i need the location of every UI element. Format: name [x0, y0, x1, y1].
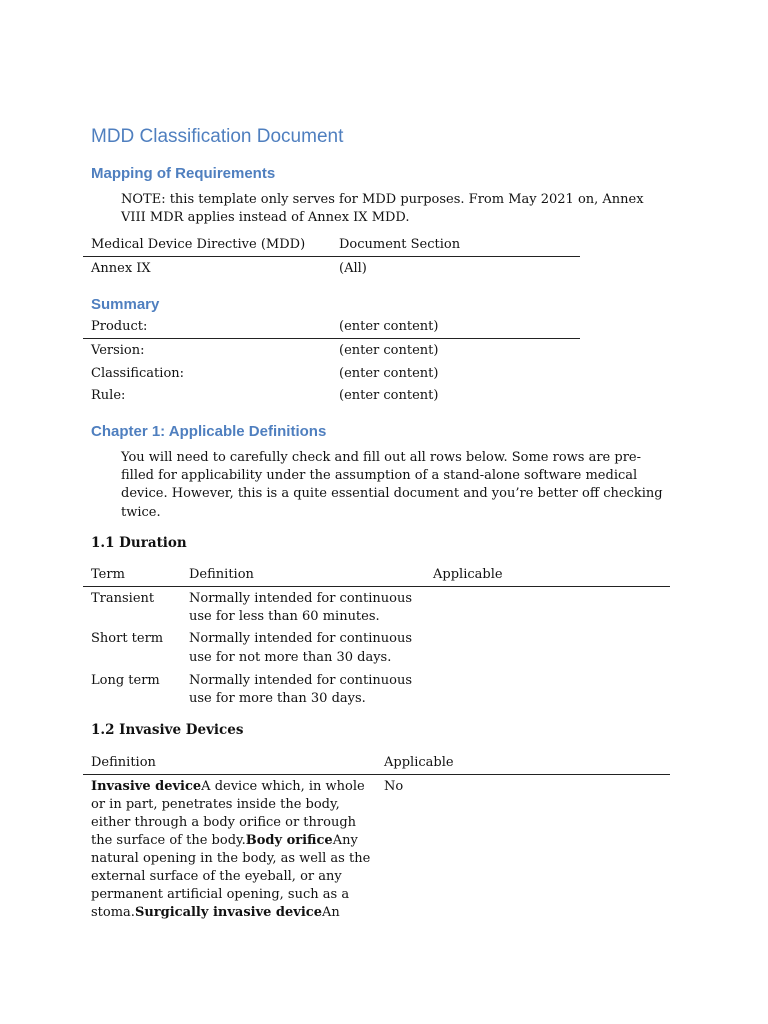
chapter1-intro-line-2: filled for applicability under the assumption of a stand-alone software medical	[121, 468, 638, 483]
term-invasive-device: Invasive device	[91, 779, 202, 794]
chapter1-intro-line-4: twice.	[121, 505, 161, 520]
summary-label-version: Version:	[91, 343, 145, 358]
invasive-def-line-5: natural opening in the body, as well as the	[91, 851, 371, 866]
duration-header-term: Term	[91, 567, 125, 582]
summary-label-classification: Classification:	[91, 366, 185, 381]
invasive-def-line-3: either through a body orifice or through	[91, 815, 357, 830]
invasive-def-line-6: external surface of the eyeball, or any	[91, 869, 342, 884]
chapter1-heading: Chapter 1: Applicable Definitions	[91, 423, 327, 440]
duration-def-short-line-1: Normally intended for continuous	[189, 631, 413, 646]
invasive-def-line-4: the surface of the body.Body orificeAny	[91, 833, 358, 848]
duration-header-definition: Definition	[189, 567, 254, 582]
summary-value-product: (enter content)	[339, 319, 439, 334]
duration-header-applicable: Applicable	[433, 567, 503, 582]
invasive-def-line-7: permanent artificial opening, such as a	[91, 887, 350, 902]
note-line-2: VIII MDR applies instead of Annex IX MDD.	[121, 210, 410, 225]
invasive-def-line-2: or in part, penetrates inside the body,	[91, 797, 340, 812]
document-title: MDD Classification Document	[91, 126, 344, 147]
mapping-header-rule	[83, 256, 580, 257]
invasive-def-line-8: stoma.Surgically invasive deviceAn	[91, 905, 340, 920]
mapping-row-annex: Annex IX	[91, 261, 151, 276]
invasive-header-applicable: Applicable	[384, 755, 454, 770]
duration-heading: 1.1 Duration	[91, 535, 187, 551]
summary-label-rule: Rule:	[91, 388, 126, 403]
duration-def-long-line-2: use for more than 30 days.	[189, 691, 366, 706]
invasive-header-definition: Definition	[91, 755, 156, 770]
duration-def-transient-line-2: use for less than 60 minutes.	[189, 609, 380, 624]
summary-value-classification: (enter content)	[339, 366, 439, 381]
mapping-heading: Mapping of Requirements	[91, 165, 276, 182]
mapping-header-mdd: Medical Device Directive (MDD)	[91, 237, 306, 252]
duration-def-long-line-1: Normally intended for continuous	[189, 673, 413, 688]
duration-term-short: Short term	[91, 631, 164, 646]
duration-def-transient-line-1: Normally intended for continuous	[189, 591, 413, 606]
invasive-applicable-value: No	[384, 779, 404, 794]
summary-label-product: Product:	[91, 319, 148, 334]
duration-term-long: Long term	[91, 673, 160, 688]
duration-header-rule	[83, 586, 670, 587]
chapter1-intro-line-1: You will need to carefully check and fill out all rows below. Some rows are pre-	[121, 450, 642, 465]
term-surgically-invasive-device: Surgically invasive device	[134, 905, 322, 920]
duration-term-transient: Transient	[91, 591, 155, 606]
invasive-def-line-1: Invasive deviceA device which, in whole	[91, 779, 365, 794]
term-body-orifice: Body orifice	[245, 833, 333, 848]
summary-value-version: (enter content)	[339, 343, 439, 358]
invasive-heading: 1.2 Invasive Devices	[91, 722, 244, 738]
invasive-header-rule	[83, 774, 670, 775]
summary-heading: Summary	[91, 296, 160, 313]
mapping-header-section: Document Section	[339, 237, 461, 252]
chapter1-intro-line-3: device. However, this is a quite essential document and you’re better off checking	[121, 486, 663, 501]
duration-def-short-line-2: use for not more than 30 days.	[189, 650, 392, 665]
mapping-row-section: (All)	[339, 261, 367, 276]
summary-value-rule: (enter content)	[339, 388, 439, 403]
summary-header-rule	[83, 338, 580, 339]
note-line-1: NOTE: this template only serves for MDD purposes. From May 2021 on, Annex	[121, 192, 644, 207]
